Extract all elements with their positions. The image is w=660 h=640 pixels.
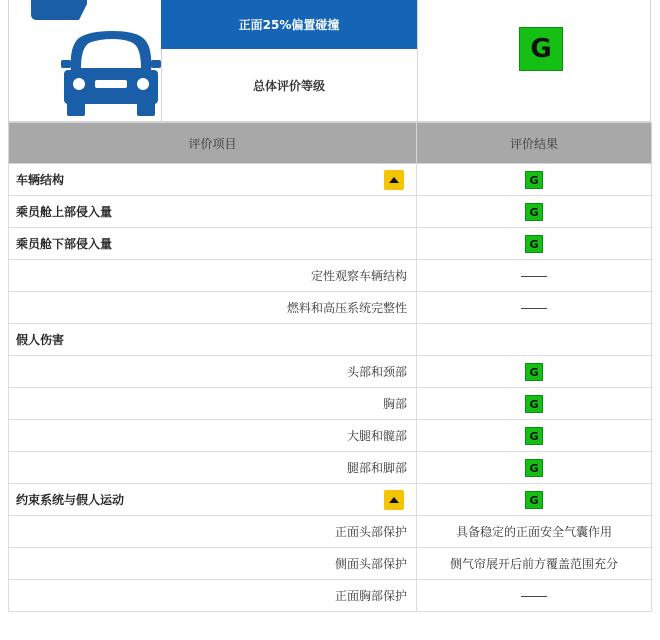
grade-badge: G — [525, 491, 543, 509]
overall-grade-badge: G — [519, 27, 563, 71]
grade-badge: G — [525, 395, 543, 413]
grade-badge: G — [525, 203, 543, 221]
car-front-icon — [9, 0, 161, 121]
grade-badge: G — [525, 427, 543, 445]
col-header-result: 评价结果 — [417, 123, 652, 164]
grade-badge: G — [525, 235, 543, 253]
no-rating-dash — [521, 276, 547, 277]
table-row — [9, 580, 652, 612]
row-label: 侧面头部保护 — [9, 548, 417, 580]
row-label: 腿部和脚部 — [9, 452, 417, 484]
table-row — [9, 324, 652, 356]
col-header-item: 评价项目 — [9, 123, 417, 164]
table-row — [9, 260, 652, 292]
row-label: 正面头部保护 — [9, 516, 417, 548]
result-text: 侧气帘展开后前方覆盖范围充分 — [417, 548, 652, 580]
warning-icon — [384, 490, 404, 510]
grade-badge: G — [525, 363, 543, 381]
table-row — [9, 548, 652, 580]
result-cell — [417, 324, 652, 356]
row-label: 定性观察车辆结构 — [9, 260, 417, 292]
row-label: 乘员舱上部侵入量 — [9, 196, 417, 228]
table-row — [9, 196, 652, 228]
table-row — [9, 228, 652, 260]
row-label: 燃料和高压系统完整性 — [9, 292, 417, 324]
row-label: 约束系统与假人运动 — [9, 484, 417, 516]
row-label: 头部和颈部 — [9, 356, 417, 388]
no-rating-dash — [521, 308, 547, 309]
table-row — [9, 356, 652, 388]
warning-icon — [384, 170, 404, 190]
row-label: 胸部 — [9, 388, 417, 420]
overall-rating-label: 总体评价等级 — [252, 78, 325, 93]
result-text: 具备稳定的正面安全气囊作用 — [417, 516, 652, 548]
overall-rating-cell — [417, 0, 652, 121]
table-row — [9, 516, 652, 548]
table-row — [9, 388, 652, 420]
table-row — [9, 420, 652, 452]
table-row — [9, 164, 652, 196]
test-header — [8, 0, 651, 122]
table-row — [9, 452, 652, 484]
grade-badge: G — [525, 459, 543, 477]
row-label: 假人伤害 — [9, 324, 417, 356]
rating-table — [8, 122, 652, 612]
row-label: 车辆结构 — [9, 164, 417, 196]
row-label: 大腿和髋部 — [9, 420, 417, 452]
grade-badge: G — [525, 171, 543, 189]
test-icon-cell — [9, 0, 162, 121]
test-title: 正面25%偏置碰撞 — [161, 0, 417, 49]
row-label: 乘员舱下部侵入量 — [9, 228, 417, 260]
table-row — [9, 484, 652, 516]
no-rating-dash — [521, 596, 547, 597]
table-row — [9, 292, 652, 324]
row-label: 正面胸部保护 — [9, 580, 417, 612]
